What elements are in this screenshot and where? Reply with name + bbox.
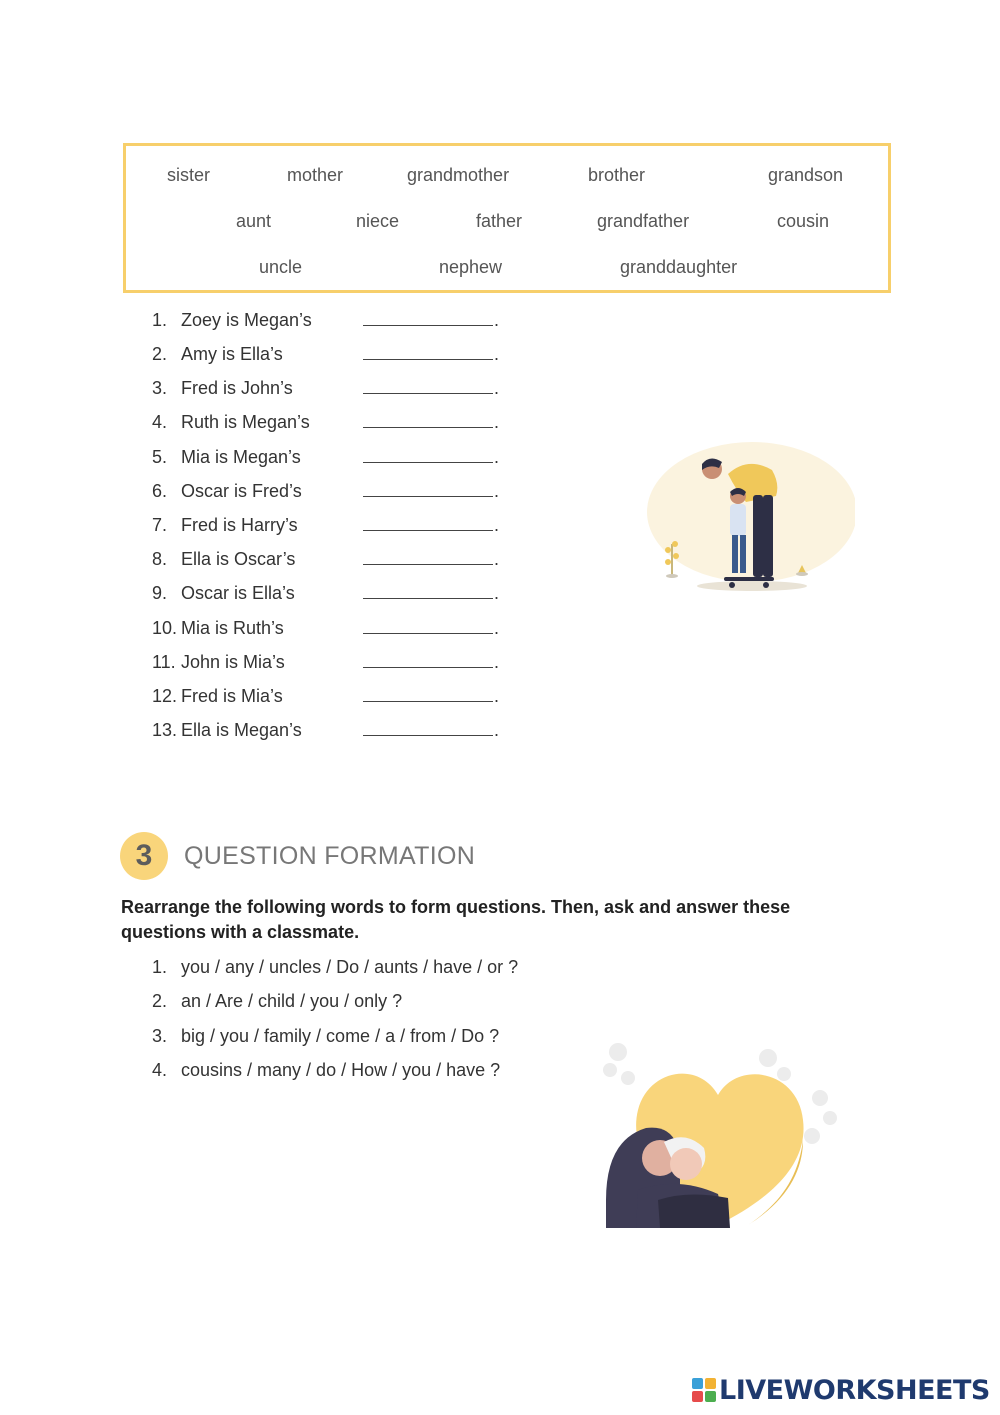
- answer-blank[interactable]: [363, 598, 493, 599]
- answer-blank[interactable]: [363, 427, 493, 428]
- word-bank: [123, 143, 891, 293]
- item-number: 1.: [152, 957, 168, 977]
- item-period: .: [494, 481, 500, 501]
- word-bank-word: cousin: [777, 211, 830, 231]
- word-bank-word: grandfather: [597, 211, 690, 231]
- list-item: [152, 618, 512, 648]
- answer-blank[interactable]: [363, 735, 493, 736]
- section-number-badge: 3: [120, 832, 168, 880]
- list-item: [152, 549, 512, 579]
- item-text: Oscar is Fred’s: [181, 481, 302, 501]
- item-number: 2.: [152, 344, 168, 364]
- liveworksheets-logo-icon: [692, 1378, 716, 1402]
- item-number: 3.: [152, 1026, 168, 1046]
- item-period: .: [494, 310, 500, 330]
- word-bank-word: uncle: [259, 257, 303, 277]
- item-period: .: [494, 652, 500, 672]
- word-bank-word: niece: [356, 211, 400, 231]
- item-text: cousins / many / do / How / you / have ?: [181, 1060, 501, 1080]
- ground-shadow: [697, 581, 807, 591]
- background-blob: [647, 442, 855, 582]
- item-number: 8.: [152, 549, 168, 569]
- item-period: .: [494, 720, 500, 740]
- item-number: 10.: [152, 618, 178, 638]
- list-item: [152, 720, 512, 750]
- answer-blank[interactable]: [363, 325, 493, 326]
- item-text: big / you / family / come / a / from / Do ?: [181, 1026, 500, 1046]
- answer-blank[interactable]: [363, 564, 493, 565]
- list-item: [152, 515, 512, 545]
- father-child-illustration: [640, 440, 855, 600]
- item-number: 3.: [152, 378, 168, 398]
- item-number: 7.: [152, 515, 168, 535]
- answer-blank[interactable]: [363, 633, 493, 634]
- item-period: .: [494, 549, 500, 569]
- item-number: 13.: [152, 720, 178, 740]
- answer-blank[interactable]: [363, 701, 493, 702]
- item-number: 11.: [152, 652, 176, 672]
- item-text: Oscar is Ella’s: [181, 583, 295, 603]
- child-figure: [730, 488, 746, 573]
- item-period: .: [494, 344, 500, 364]
- item-number: 9.: [152, 583, 168, 603]
- item-number: 6.: [152, 481, 168, 501]
- section-title: QUESTION FORMATION: [184, 842, 476, 870]
- word-bank-word: aunt: [236, 211, 272, 231]
- item-text: Ruth is Megan’s: [181, 412, 310, 432]
- word-bank-word: brother: [588, 165, 646, 185]
- word-bank-word: grandmother: [407, 165, 510, 185]
- list-item: [152, 652, 512, 682]
- item-number: 4.: [152, 412, 168, 432]
- list-item: [152, 481, 512, 511]
- list-item: [152, 378, 512, 408]
- item-period: .: [494, 618, 500, 638]
- list-item: [152, 344, 512, 374]
- item-number: 2.: [152, 991, 168, 1011]
- answer-blank[interactable]: [363, 359, 493, 360]
- section-instructions: Rearrange the following words to form questions. Then, ask and answer these questions with a classmate.: [121, 897, 791, 942]
- item-text: you / any / uncles / Do / aunts / have / or ?: [181, 957, 519, 977]
- answer-blank[interactable]: [363, 667, 493, 668]
- answer-blank[interactable]: [363, 393, 493, 394]
- item-text: Mia is Megan’s: [181, 447, 301, 467]
- item-period: .: [494, 378, 500, 398]
- hug-heart-illustration: [598, 1040, 843, 1230]
- brand-footer: [692, 1372, 990, 1408]
- item-period: .: [494, 583, 500, 603]
- word-bank-word: nephew: [439, 257, 503, 277]
- item-text: John is Mia’s: [181, 652, 285, 672]
- answer-blank[interactable]: [363, 462, 493, 463]
- word-bank-word: sister: [167, 165, 211, 185]
- list-item: [152, 686, 512, 716]
- list-item: [152, 583, 512, 613]
- list-item: [152, 310, 512, 340]
- brand-name[interactable]: LIVEWORKSHEETS: [719, 1374, 990, 1406]
- item-period: .: [494, 447, 500, 467]
- item-number: 1.: [152, 310, 168, 330]
- answer-blank[interactable]: [363, 496, 493, 497]
- list-item: [152, 447, 512, 477]
- item-text: an / Are / child / you / only ?: [181, 991, 403, 1011]
- item-number: 12.: [152, 686, 178, 706]
- item-period: .: [494, 412, 500, 432]
- word-bank-word: mother: [287, 165, 344, 185]
- item-period: .: [494, 515, 500, 535]
- answer-blank[interactable]: [363, 530, 493, 531]
- item-text: Fred is John’s: [181, 378, 293, 398]
- list-item: [152, 412, 512, 442]
- item-number: 4.: [152, 1060, 168, 1080]
- item-period: .: [494, 686, 500, 706]
- item-text: Amy is Ella’s: [181, 344, 283, 364]
- item-number: 5.: [152, 447, 168, 467]
- word-bank-word: grandson: [768, 165, 844, 185]
- item-text: Fred is Harry’s: [181, 515, 298, 535]
- item-text: Ella is Oscar’s: [181, 549, 296, 569]
- item-text: Mia is Ruth’s: [181, 618, 284, 638]
- word-bank-word: granddaughter: [620, 257, 738, 277]
- item-text: Fred is Mia’s: [181, 686, 283, 706]
- word-bank-word: father: [476, 211, 523, 231]
- item-text: Ella is Megan’s: [181, 720, 302, 740]
- item-text: Zoey is Megan’s: [181, 310, 312, 330]
